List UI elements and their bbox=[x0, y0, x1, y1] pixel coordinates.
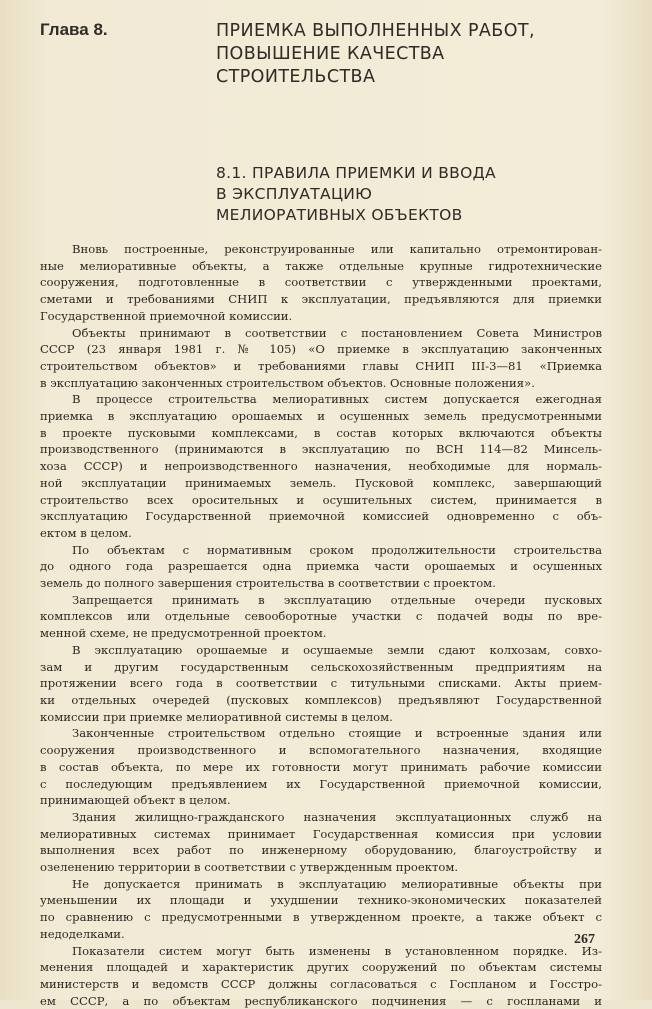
body-line: до одного года разрешается одна приемка части орошаемых и осушенных bbox=[40, 559, 602, 574]
body-line: Здания жилищно-гражданского назначения эксплуатационных служб на bbox=[72, 809, 602, 824]
body-line: озеленению территории в соответствии с утвержденным проектом. bbox=[40, 860, 459, 875]
body-line: Показатели систем могут быть изменены в установленном порядке. Из- bbox=[72, 943, 602, 958]
body-line: ной эксплуатации принимаемых земель. Пусковой комплекс, завершающий bbox=[40, 475, 602, 490]
body-line: СССР (23 января 1981 г. № 105) «О приемке в эксплуатацию законченных bbox=[40, 342, 602, 357]
body-line: в проекте пусковыми комплексами, в состав которых включаются объекты bbox=[40, 425, 602, 440]
page-number: 267 bbox=[574, 932, 595, 947]
body-line: сметами и требованиями СНИП к эксплуатации, предъявляются для приемки bbox=[40, 292, 602, 307]
body-line: В эксплуатацию орошаемые и осушаемые земли сдают колхозам, совхо- bbox=[72, 642, 602, 657]
body-line: эксплуатацию Государственной приемочной комиссией одновременно с объ- bbox=[40, 509, 602, 524]
body-line: строительством объектов» и требованиями главы СНИП III-3—81 «Приемка bbox=[40, 358, 602, 373]
chapter-title-line: ПРИЕМКА ВЫПОЛНЕННЫХ РАБОТ, bbox=[216, 21, 535, 41]
body-line: сооружения производственного и вспомогательного назначения, входящие bbox=[40, 743, 602, 758]
body-line: земель до полного завершения строительства в соответствии с проектом. bbox=[40, 576, 496, 591]
body-line: с последующим предъявлением их Государственной приемочной комиссии, bbox=[40, 776, 602, 791]
section-title bbox=[216, 163, 596, 226]
body-line: недоделками. bbox=[40, 926, 125, 941]
body-line: мелиоративных системах принимает Государственная комиссия при условии bbox=[40, 826, 602, 841]
body-line: принимающей объект в целом. bbox=[40, 793, 231, 808]
chapter-title-line: ПОВЫШЕНИЕ КАЧЕСТВА bbox=[216, 44, 445, 64]
chapter-title bbox=[216, 20, 616, 89]
body-text bbox=[40, 241, 602, 1009]
body-line: Государственной приемочной комиссии. bbox=[40, 308, 293, 323]
body-line: строительство всех оросительных и осушительных систем, принимается в bbox=[40, 492, 602, 507]
body-line: ектом в целом. bbox=[40, 525, 132, 540]
body-line: ем СССР, а по объектам республиканского подчинения — с госпланами и bbox=[40, 993, 602, 1008]
body-line: В процессе строительства мелиоративных систем допускается ежегодная bbox=[72, 392, 602, 407]
body-line: в эксплуатацию законченных строительством объектов. Основные положения». bbox=[40, 375, 535, 390]
body-line: Объекты принимают в соответствии с постановлением Совета Министров bbox=[72, 325, 602, 340]
body-line: Не допускается принимать в эксплуатацию мелиоративные объекты при bbox=[72, 876, 602, 891]
body-line: Запрещается принимать в эксплуатацию отдельные очереди пусковых bbox=[72, 592, 602, 607]
body-line: менения площадей и характеристик других сооружений по объектам системы bbox=[40, 960, 602, 975]
body-line: ные мелиоративные объекты, а также отдельные крупные гидротехнические bbox=[40, 258, 602, 273]
body-line: Вновь построенные, реконструированные или капитально отремонтирован- bbox=[72, 242, 602, 256]
body-line: комплексов или отдельные севооборотные участки с подачей воды по вре- bbox=[40, 609, 602, 624]
body-line: сооружения, подготовленные в соответствии с утвержденными проектами, bbox=[40, 275, 602, 290]
body-line: По объектам с нормативным сроком продолжительности строительства bbox=[72, 542, 602, 557]
chapter-title-line: СТРОИТЕЛЬСТВА bbox=[216, 67, 376, 87]
body-line: выполнения всех работ по инженерному оборудованию, благоустройству и bbox=[40, 843, 602, 858]
body-line: приемка в эксплуатацию орошаемых и осушенных земель предусмотренными bbox=[40, 409, 602, 424]
body-line: в состав объекта, по мере их готовности могут принимать рабочие комиссии bbox=[40, 759, 602, 774]
chapter-label: Глава 8. bbox=[40, 20, 108, 39]
body-line: министерств и ведомств СССР должны согласоваться с Госпланом и Госстро- bbox=[40, 976, 602, 991]
body-line: по сравнению с предусмотренными в утвержденном проекте, а также объект с bbox=[40, 910, 602, 925]
body-line: ки отдельных очередей (пусковых комплексов) предъявляют Государственной bbox=[40, 692, 602, 707]
section-title-line: 8.1. ПРАВИЛА ПРИЕМКИ И ВВОДА bbox=[216, 164, 496, 182]
body-line: Законченные строительством отдельно стоящие и встроенные здания или bbox=[72, 726, 602, 741]
body-line: уменьшении их площади и ухудшении технико-экономических показателей bbox=[40, 893, 602, 908]
section-title-line: МЕЛИОРАТИВНЫХ ОБЪЕКТОВ bbox=[216, 206, 463, 224]
body-line: комиссии при приемке мелиоративной системы в целом. bbox=[40, 709, 393, 724]
body-line: зам и другим государственным сельскохозяйственным предприятиям на bbox=[40, 659, 602, 674]
section-title-line: В ЭКСПЛУАТАЦИЮ bbox=[216, 185, 373, 203]
body-line: производственного (принимаются в эксплуатацию по ВСН 114—82 Минсель- bbox=[40, 442, 602, 457]
body-line: протяжении всего года в соответствии с титульными списками. Акты прием- bbox=[40, 676, 602, 691]
body-line: хоза СССР) и непроизводственного назначения, необходимые для нормаль- bbox=[40, 459, 602, 474]
body-line: менной схеме, не предусмотренной проектом. bbox=[40, 626, 327, 641]
